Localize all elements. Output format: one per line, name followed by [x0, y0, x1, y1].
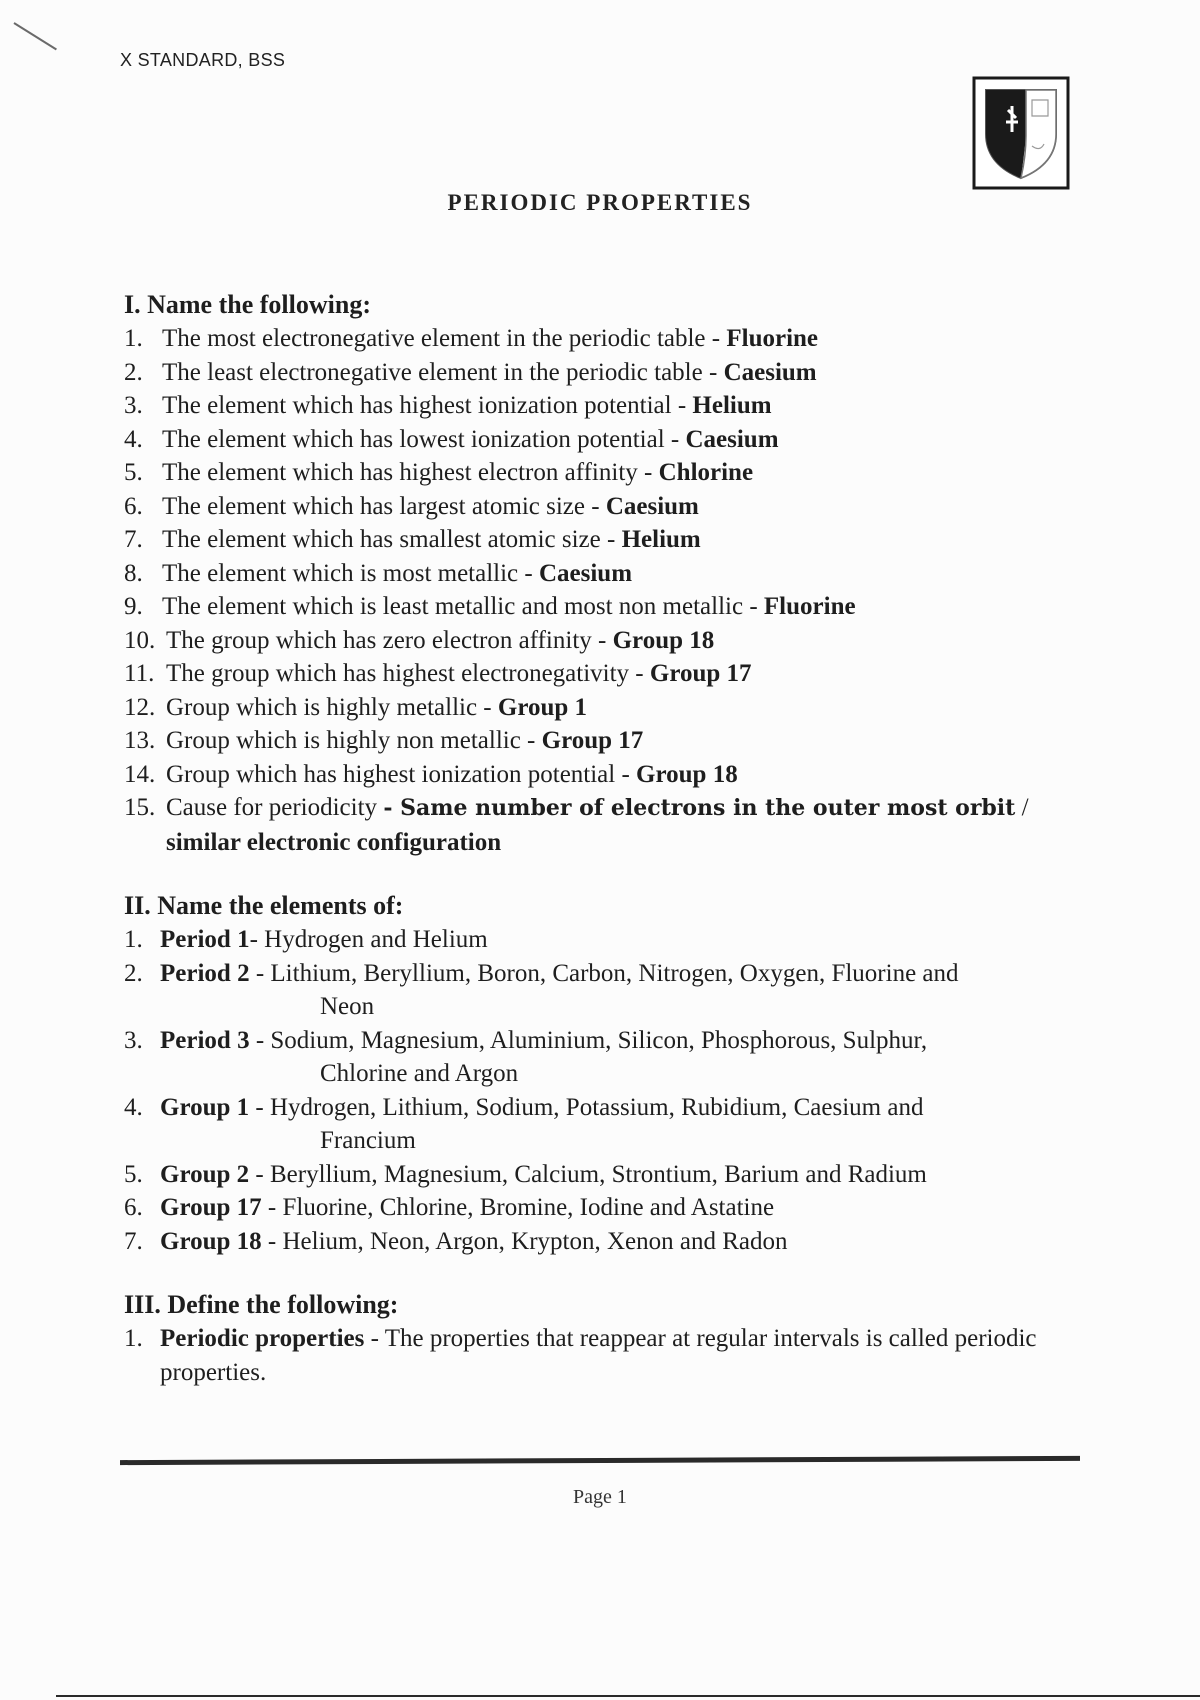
page-number: Page 1: [573, 1486, 627, 1508]
item-answer: Caesium: [723, 358, 817, 386]
item-slash: /: [1015, 794, 1029, 821]
list-item: [124, 490, 1084, 524]
item-number: 6.: [124, 1194, 143, 1221]
item-number: 3.: [124, 1026, 143, 1054]
list-item: [124, 758, 1084, 792]
item-answer: Caesium: [605, 492, 699, 520]
item-text: Hydrogen and Helium: [264, 926, 488, 953]
item-answer: Group 18: [636, 760, 738, 788]
item-answer: Fluorine: [726, 325, 819, 352]
list-item: [124, 791, 1084, 859]
item-number: 2.: [124, 358, 143, 386]
item-number: 15.: [124, 794, 156, 821]
item-text: Lithium, Beryllium, Boron, Carbon, Nitrogen, Oxygen, Fluorine and: [270, 959, 959, 987]
list-item: [124, 423, 1084, 457]
item-separator: -: [249, 959, 271, 987]
item-number: 2.: [124, 959, 143, 987]
item-answer: Group 17: [541, 727, 644, 754]
list-item: [124, 557, 1084, 591]
question-list: [124, 322, 1084, 859]
item-text: The most electronegative element in the periodic table -: [162, 325, 727, 352]
item-answer: Caesium: [685, 425, 779, 453]
item-separator: -: [249, 1160, 270, 1188]
item-separator: -: [364, 1325, 385, 1352]
item-text: Fluorine, Chlorine, Bromine, Iodine and Astatine: [282, 1194, 775, 1221]
item-separator: -: [249, 926, 265, 953]
list-item: [124, 923, 1084, 957]
item-label: Period 2: [160, 959, 250, 987]
item-text: The element which has highest ionization potential -: [162, 392, 693, 419]
school-crest-icon: [972, 76, 1070, 190]
item-label: Group 2: [160, 1160, 250, 1188]
section-heading: II. Name the elements of:: [124, 891, 404, 920]
list-item: [124, 1191, 1084, 1225]
item-answer: Group 17: [649, 660, 752, 687]
item-answer: Chlorine: [658, 459, 754, 486]
item-separator: -: [249, 1093, 270, 1121]
item-separator: -: [261, 1194, 283, 1221]
item-number: 14.: [124, 760, 156, 788]
item-answer: Fluorine: [763, 593, 856, 620]
item-number: 9.: [124, 593, 143, 620]
list-item: [124, 1024, 1084, 1091]
item-text-continued: Chlorine and Argon: [320, 1060, 519, 1087]
item-number: 5.: [124, 459, 143, 486]
list-item: [124, 590, 1084, 624]
item-number: 4.: [124, 1093, 143, 1121]
list-item: [124, 389, 1084, 423]
item-text-continued: Neon: [320, 993, 375, 1020]
scan-corner-mark: [13, 22, 56, 50]
item-number: 13.: [124, 727, 156, 754]
item-text: The element which is most metallic -: [162, 559, 539, 587]
list-item: [124, 1158, 1084, 1192]
item-text: The group which has zero electron affinity -: [166, 626, 613, 654]
section-heading: III. Define the following:: [124, 1290, 399, 1319]
section-name-the-following: [124, 288, 1084, 859]
document-header: X STANDARD, BSS: [120, 50, 286, 70]
item-number: 7.: [124, 1227, 143, 1255]
item-number: 1.: [124, 325, 143, 352]
item-label: Group 17: [160, 1194, 262, 1221]
item-text: The least electronegative element in the periodic table -: [162, 358, 724, 386]
bottom-edge-line: [56, 1695, 1200, 1697]
list-item: [124, 1225, 1084, 1259]
list-item: [124, 356, 1084, 390]
item-text: Group which has highest ionization potential -: [166, 760, 637, 788]
list-item: [124, 724, 1084, 758]
list-item: [124, 957, 1084, 1024]
item-text: The properties that reappear at regular intervals is called periodic properties.: [160, 1325, 1037, 1386]
item-separator: -: [249, 1026, 271, 1054]
item-number: 5.: [124, 1160, 143, 1188]
item-number: 12.: [124, 693, 156, 721]
item-answer: Caesium: [538, 559, 633, 587]
item-text: The element which has highest electron affinity -: [162, 459, 659, 486]
item-text-continued: Francium: [320, 1127, 416, 1154]
item-text: The group which has highest electronegativity -: [166, 660, 650, 687]
item-answer: Helium: [692, 392, 772, 419]
list-item: [124, 1091, 1084, 1158]
item-text: The element which has lowest ionization potential -: [162, 425, 686, 453]
item-label: Group 1: [160, 1093, 250, 1121]
item-text: Cause for periodicity: [166, 794, 384, 821]
item-answer-continued: similar electronic configuration: [166, 828, 502, 856]
list-item: [124, 624, 1084, 658]
item-text: The element which has smallest atomic size -: [162, 526, 622, 553]
section-name-the-elements: [124, 889, 1084, 1258]
item-label: Period 3: [160, 1026, 250, 1054]
list-item: [124, 657, 1084, 691]
item-number: 3.: [124, 392, 143, 419]
footer-divider: [120, 1456, 1080, 1465]
item-number: 7.: [124, 526, 143, 553]
item-number: 1.: [124, 926, 143, 953]
item-answer: Helium: [621, 526, 701, 553]
item-text: Hydrogen, Lithium, Sodium, Potassium, Rubidium, Caesium and: [269, 1093, 924, 1121]
list-item: [124, 1322, 1084, 1389]
item-answer: - Same number of electrons in the outer most orbit: [383, 795, 1016, 821]
item-answer: Group 1: [497, 693, 588, 721]
item-number: 4.: [124, 425, 143, 453]
item-text: The element which is least metallic and most non metallic -: [162, 593, 764, 620]
item-text: Helium, Neon, Argon, Krypton, Xenon and Radon: [282, 1227, 788, 1255]
item-text: Group which is highly metallic -: [166, 693, 498, 721]
item-number: 6.: [124, 492, 143, 520]
item-number: 1.: [124, 1325, 143, 1352]
item-text: Beryllium, Magnesium, Calcium, Strontium, Barium and Radium: [269, 1160, 927, 1188]
definitions-list: [124, 1322, 1084, 1389]
list-item: [124, 322, 1084, 356]
list-item: [124, 456, 1084, 490]
list-item: [124, 691, 1084, 725]
list-item: [124, 523, 1084, 557]
item-label: Group 18: [160, 1227, 262, 1255]
document-body: [124, 288, 1084, 1389]
elements-list: [124, 923, 1084, 1258]
page-title: PERIODIC PROPERTIES: [447, 190, 753, 215]
section-define-the-following: [124, 1288, 1084, 1389]
section-heading: I. Name the following:: [124, 290, 371, 319]
item-number: 10.: [124, 626, 156, 654]
item-label: Periodic properties: [160, 1325, 365, 1352]
item-number: 8.: [124, 559, 143, 587]
item-text: Sodium, Magnesium, Aluminium, Silicon, Phosphorous, Sulphur,: [270, 1026, 928, 1054]
item-label: Period 1: [160, 926, 250, 953]
item-separator: -: [261, 1227, 283, 1255]
item-number: 11.: [124, 660, 155, 687]
item-text: The element which has largest atomic size -: [162, 492, 606, 520]
item-answer: Group 18: [612, 626, 715, 654]
item-text: Group which is highly non metallic -: [166, 727, 542, 754]
